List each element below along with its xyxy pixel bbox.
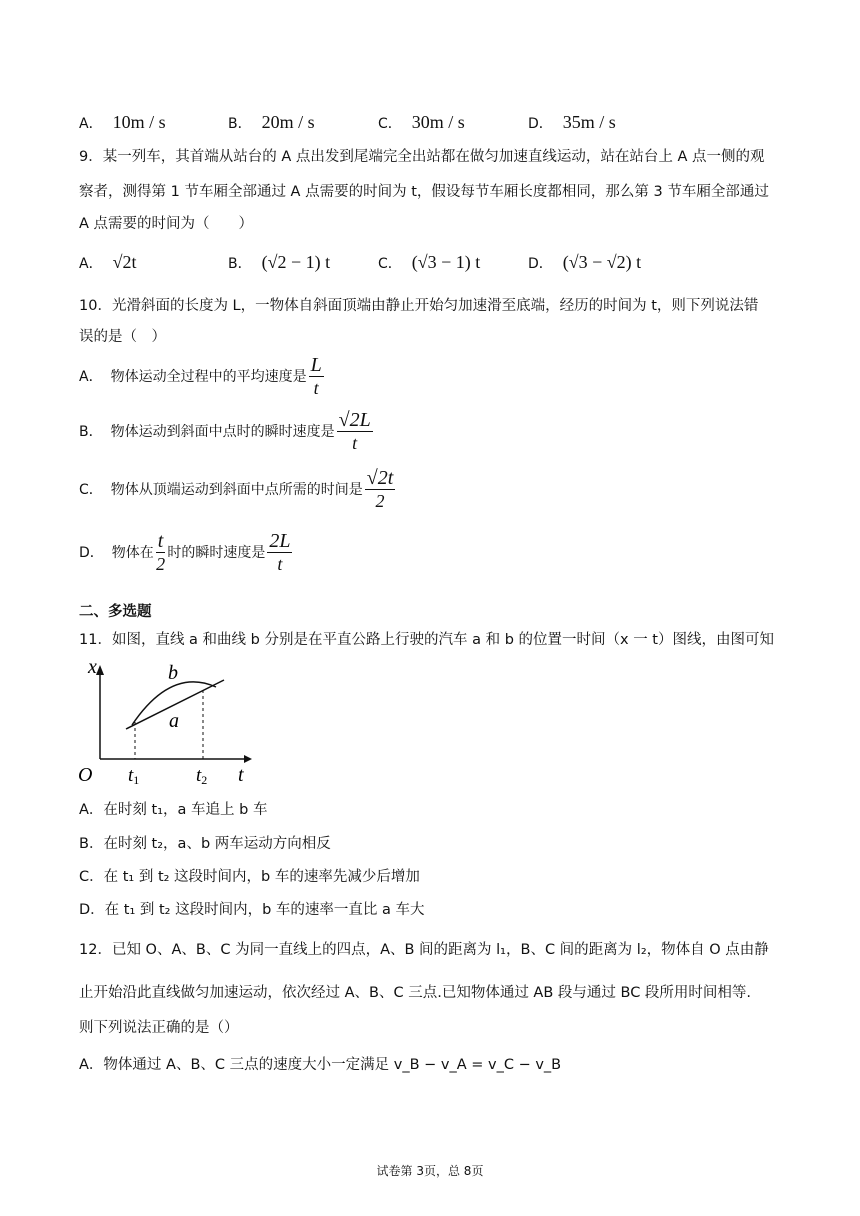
q9-line-1: 9．某一列车，其首端从站台的 A 点出发到尾端完全出站都在做匀加速直线运动，站在站台上 A 点一侧的观 bbox=[79, 149, 765, 165]
fraction-numerator: L bbox=[310, 353, 322, 376]
q10-option-b bbox=[79, 406, 375, 456]
origin-label: O bbox=[78, 764, 93, 786]
option-value: 20m / s bbox=[261, 112, 315, 132]
fraction-numerator: 2L bbox=[269, 529, 291, 552]
option-value: (√2 − 1) t bbox=[261, 252, 331, 272]
option-label: B． bbox=[79, 424, 103, 440]
q10-option-a bbox=[79, 352, 326, 400]
fraction bbox=[309, 354, 324, 399]
q11-option-b: B．在时刻 t₂，a、b 两车运动方向相反 bbox=[79, 836, 331, 852]
fraction-denominator: 2 bbox=[375, 490, 385, 511]
page-footer: 试卷第 3页，总 8页 bbox=[376, 1164, 484, 1178]
fraction-numerator: √2t bbox=[366, 466, 394, 489]
q10-line-1: 10．光滑斜面的长度为 L，一物体自斜面顶端由静止开始匀加速滑至底端，经历的时间为 t，则下列说法错 bbox=[79, 298, 759, 314]
option-label: D． bbox=[79, 545, 104, 561]
fraction-numerator: t bbox=[157, 529, 164, 552]
option-text: 时的瞬时速度是 bbox=[167, 545, 266, 561]
curve-b-label: b bbox=[168, 662, 178, 684]
option-label: D． bbox=[528, 256, 553, 272]
t-axis-label: t bbox=[238, 764, 244, 786]
q8-option-d bbox=[528, 112, 616, 133]
option-label: B． bbox=[228, 256, 252, 272]
option-text: 物体从顶端运动到斜面中点所需的时间是 bbox=[110, 482, 363, 498]
q9-option-b bbox=[228, 252, 330, 273]
fraction-numerator: √2L bbox=[338, 408, 371, 431]
option-value: 10m / s bbox=[112, 112, 166, 132]
q11-option-d: D．在 t₁ 到 t₂ 这段时间内，b 车的速率一直比 a 车大 bbox=[79, 902, 425, 918]
option-value: (√3 − 1) t bbox=[411, 252, 481, 272]
q9-option-a bbox=[79, 252, 136, 273]
option-label: B． bbox=[228, 116, 252, 132]
option-text: 物体运动到斜面中点时的瞬时速度是 bbox=[110, 424, 335, 440]
q9-option-c bbox=[378, 252, 480, 273]
option-label: A． bbox=[79, 256, 103, 272]
fraction bbox=[365, 467, 396, 512]
section-title-multi-choice: 二、多选题 bbox=[79, 604, 152, 620]
option-label: D． bbox=[528, 116, 553, 132]
t-axis-arrow bbox=[244, 755, 252, 763]
option-text: 物体在 bbox=[111, 545, 154, 561]
option-label: A． bbox=[79, 116, 103, 132]
q10-option-c bbox=[79, 464, 397, 514]
q9-option-d bbox=[528, 252, 641, 273]
fraction bbox=[156, 530, 166, 575]
t1-label: t1 bbox=[128, 765, 140, 787]
option-label: C． bbox=[378, 256, 402, 272]
option-value: (√3 − √2) t bbox=[562, 252, 642, 272]
q8-option-a bbox=[79, 112, 166, 133]
q11-xt-graph bbox=[76, 657, 256, 787]
x-axis-label: x bbox=[88, 657, 97, 678]
q11-line-1: 11．如图，直线 a 和曲线 b 分别是在平直公路上行驶的汽车 a 和 b 的位置一时间（x 一 t）图线，由图可知 bbox=[79, 632, 774, 648]
option-value: 35m / s bbox=[562, 112, 616, 132]
option-value: 30m / s bbox=[411, 112, 465, 132]
option-label: C． bbox=[378, 116, 402, 132]
q10-line-2: 误的是（ ） bbox=[79, 329, 166, 345]
q11-option-a: A．在时刻 t₁，a 车追上 b 车 bbox=[79, 802, 268, 818]
q12-line-3: 则下列说法正确的是（） bbox=[79, 1020, 239, 1036]
q9-line-2: 察者，测得第 1 节车厢全部通过 A 点需要的时间为 t，假设每节车厢长度都相同，那么第 3 节车厢全部通过 bbox=[79, 184, 769, 200]
q9-line-3: A 点需要的时间为（ ） bbox=[79, 216, 254, 232]
option-label: A． bbox=[79, 369, 103, 385]
x-axis-arrow bbox=[96, 665, 104, 675]
line-a-label: a bbox=[169, 710, 179, 732]
fraction-denominator: t bbox=[277, 553, 283, 574]
fraction-denominator: 2 bbox=[156, 553, 166, 574]
option-label: C． bbox=[79, 482, 103, 498]
q12-line-1: 12．已知 O、A、B、C 为同一直线上的四点，A、B 间的距离为 l₁，B、C 间的距离为 l₂，物体自 O 点由静 bbox=[79, 942, 769, 958]
q8-option-c bbox=[378, 112, 465, 133]
fraction bbox=[267, 530, 292, 575]
q12-line-2: 止开始沿此直线做匀加速运动，依次经过 A、B、C 三点.已知物体通过 AB 段与通过 BC 段所用时间相等. bbox=[79, 985, 752, 1001]
q8-option-b bbox=[228, 112, 315, 133]
fraction-denominator: t bbox=[352, 432, 358, 453]
option-text: 物体运动全过程中的平均速度是 bbox=[110, 369, 307, 385]
q11-option-c: C．在 t₁ 到 t₂ 这段时间内，b 车的速率先减少后增加 bbox=[79, 869, 420, 885]
fraction bbox=[337, 409, 373, 454]
option-value: √2t bbox=[112, 252, 137, 272]
fraction-denominator: t bbox=[313, 377, 319, 398]
t2-label: t2 bbox=[196, 765, 208, 787]
q10-option-d bbox=[79, 526, 294, 578]
q12-option-a: A．物体通过 A、B、C 三点的速度大小一定满足 v_B − v_A = v_C − v_B bbox=[79, 1057, 562, 1073]
